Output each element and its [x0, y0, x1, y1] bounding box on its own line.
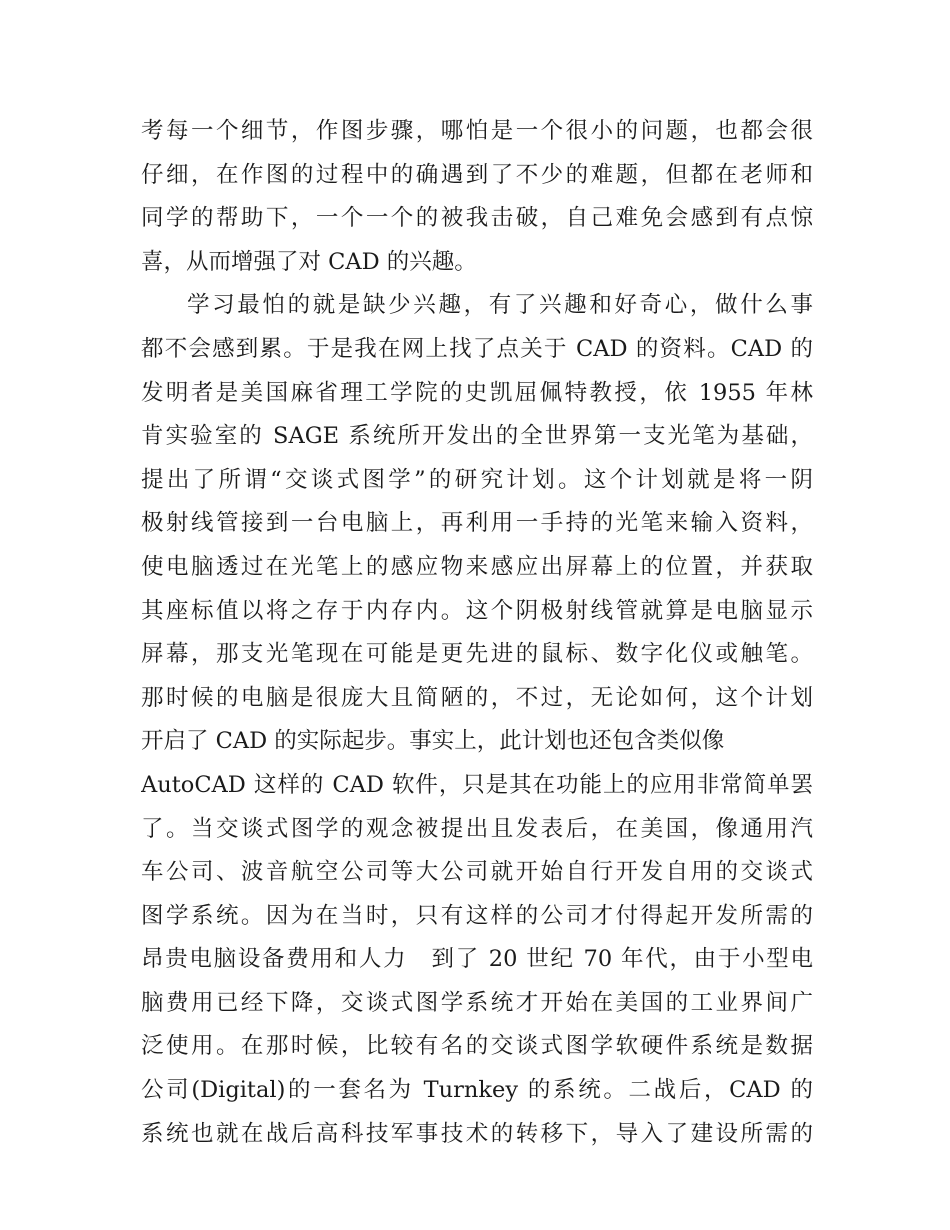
text-line: 图学系统。因为在当时，只有这样的公司才付得起开发所需的 [141, 902, 813, 929]
paragraph-1 [141, 110, 813, 284]
text-line: 那时候的电脑是很庞大且简陋的，不过，无论如何，这个计划 [141, 684, 813, 711]
text-line: 脑费用已经下降，交谈式图学系统才开始在美国的工业界间广 [141, 989, 813, 1016]
text-line: 学习最怕的就是缺少兴趣，有了兴趣和好奇心，做什么事 [187, 292, 813, 319]
text-line: 极射线管接到一台电脑上，再利用一手持的光笔来输入资料， [141, 510, 813, 537]
document-body [141, 110, 813, 1156]
text-line: 开启了 CAD 的实际起步。事实上，此计划也还包含类似像 [141, 728, 725, 755]
text-line: 发明者是美国麻省理工学院的史凯屈佩特教授，依 1955 年林 [141, 379, 813, 406]
text-line: 都不会感到累。于是我在网上找了点关于 CAD 的资料。CAD 的 [141, 335, 813, 362]
text-line: 泛使用。在那时候，比较有名的交谈式图学软硬件系统是数据 [141, 1033, 813, 1060]
text-line: 同学的帮助下，一个一个的被我击破，自己难免会感到有点惊 [141, 205, 813, 232]
text-line: 系统也就在战后高科技军事技术的转移下，导入了建设所需的 [141, 1120, 813, 1147]
text-line: 考每一个细节，作图步骤，哪怕是一个很小的问题，也都会很 [141, 118, 813, 144]
paragraph-2 [141, 284, 813, 1156]
text-line: AutoCAD 这样的 CAD 软件，只是其在功能上的应用非常简单罢 [141, 771, 813, 798]
text-line: 其座标值以将之存于内存内。这个阴极射线管就算是电脑显示 [141, 597, 813, 624]
text-line: 了。当交谈式图学的观念被提出且发表后，在美国，像通用汽 [141, 815, 813, 842]
text-line: 肯实验室的 SAGE 系统所开发出的全世界第一支光笔为基础， [141, 423, 813, 450]
text-line: 使电脑透过在光笔上的感应物来感应出屏幕上的位置，并获取 [141, 553, 813, 580]
text-line: 喜，从而增强了对 CAD 的兴趣。 [141, 248, 477, 275]
text-line: 昂贵电脑设备费用和人力 到了 20 世纪 70 年代，由于小型电 [141, 946, 813, 973]
text-line: 公司(Digital)的一套名为 Turnkey 的系统。二战后，CAD 的 [141, 1077, 813, 1104]
text-line: 提出了所谓“交谈式图学”的研究计划。这个计划就是将一阴 [141, 466, 813, 493]
text-line: 车公司、波音航空公司等大公司就开始自行开发自用的交谈式 [141, 859, 813, 886]
text-line: 仔细，在作图的过程中的确遇到了不少的难题，但都在老师和 [141, 161, 813, 188]
text-line: 屏幕，那支光笔现在可能是更先进的鼠标、数字化仪或触笔。 [141, 641, 813, 668]
